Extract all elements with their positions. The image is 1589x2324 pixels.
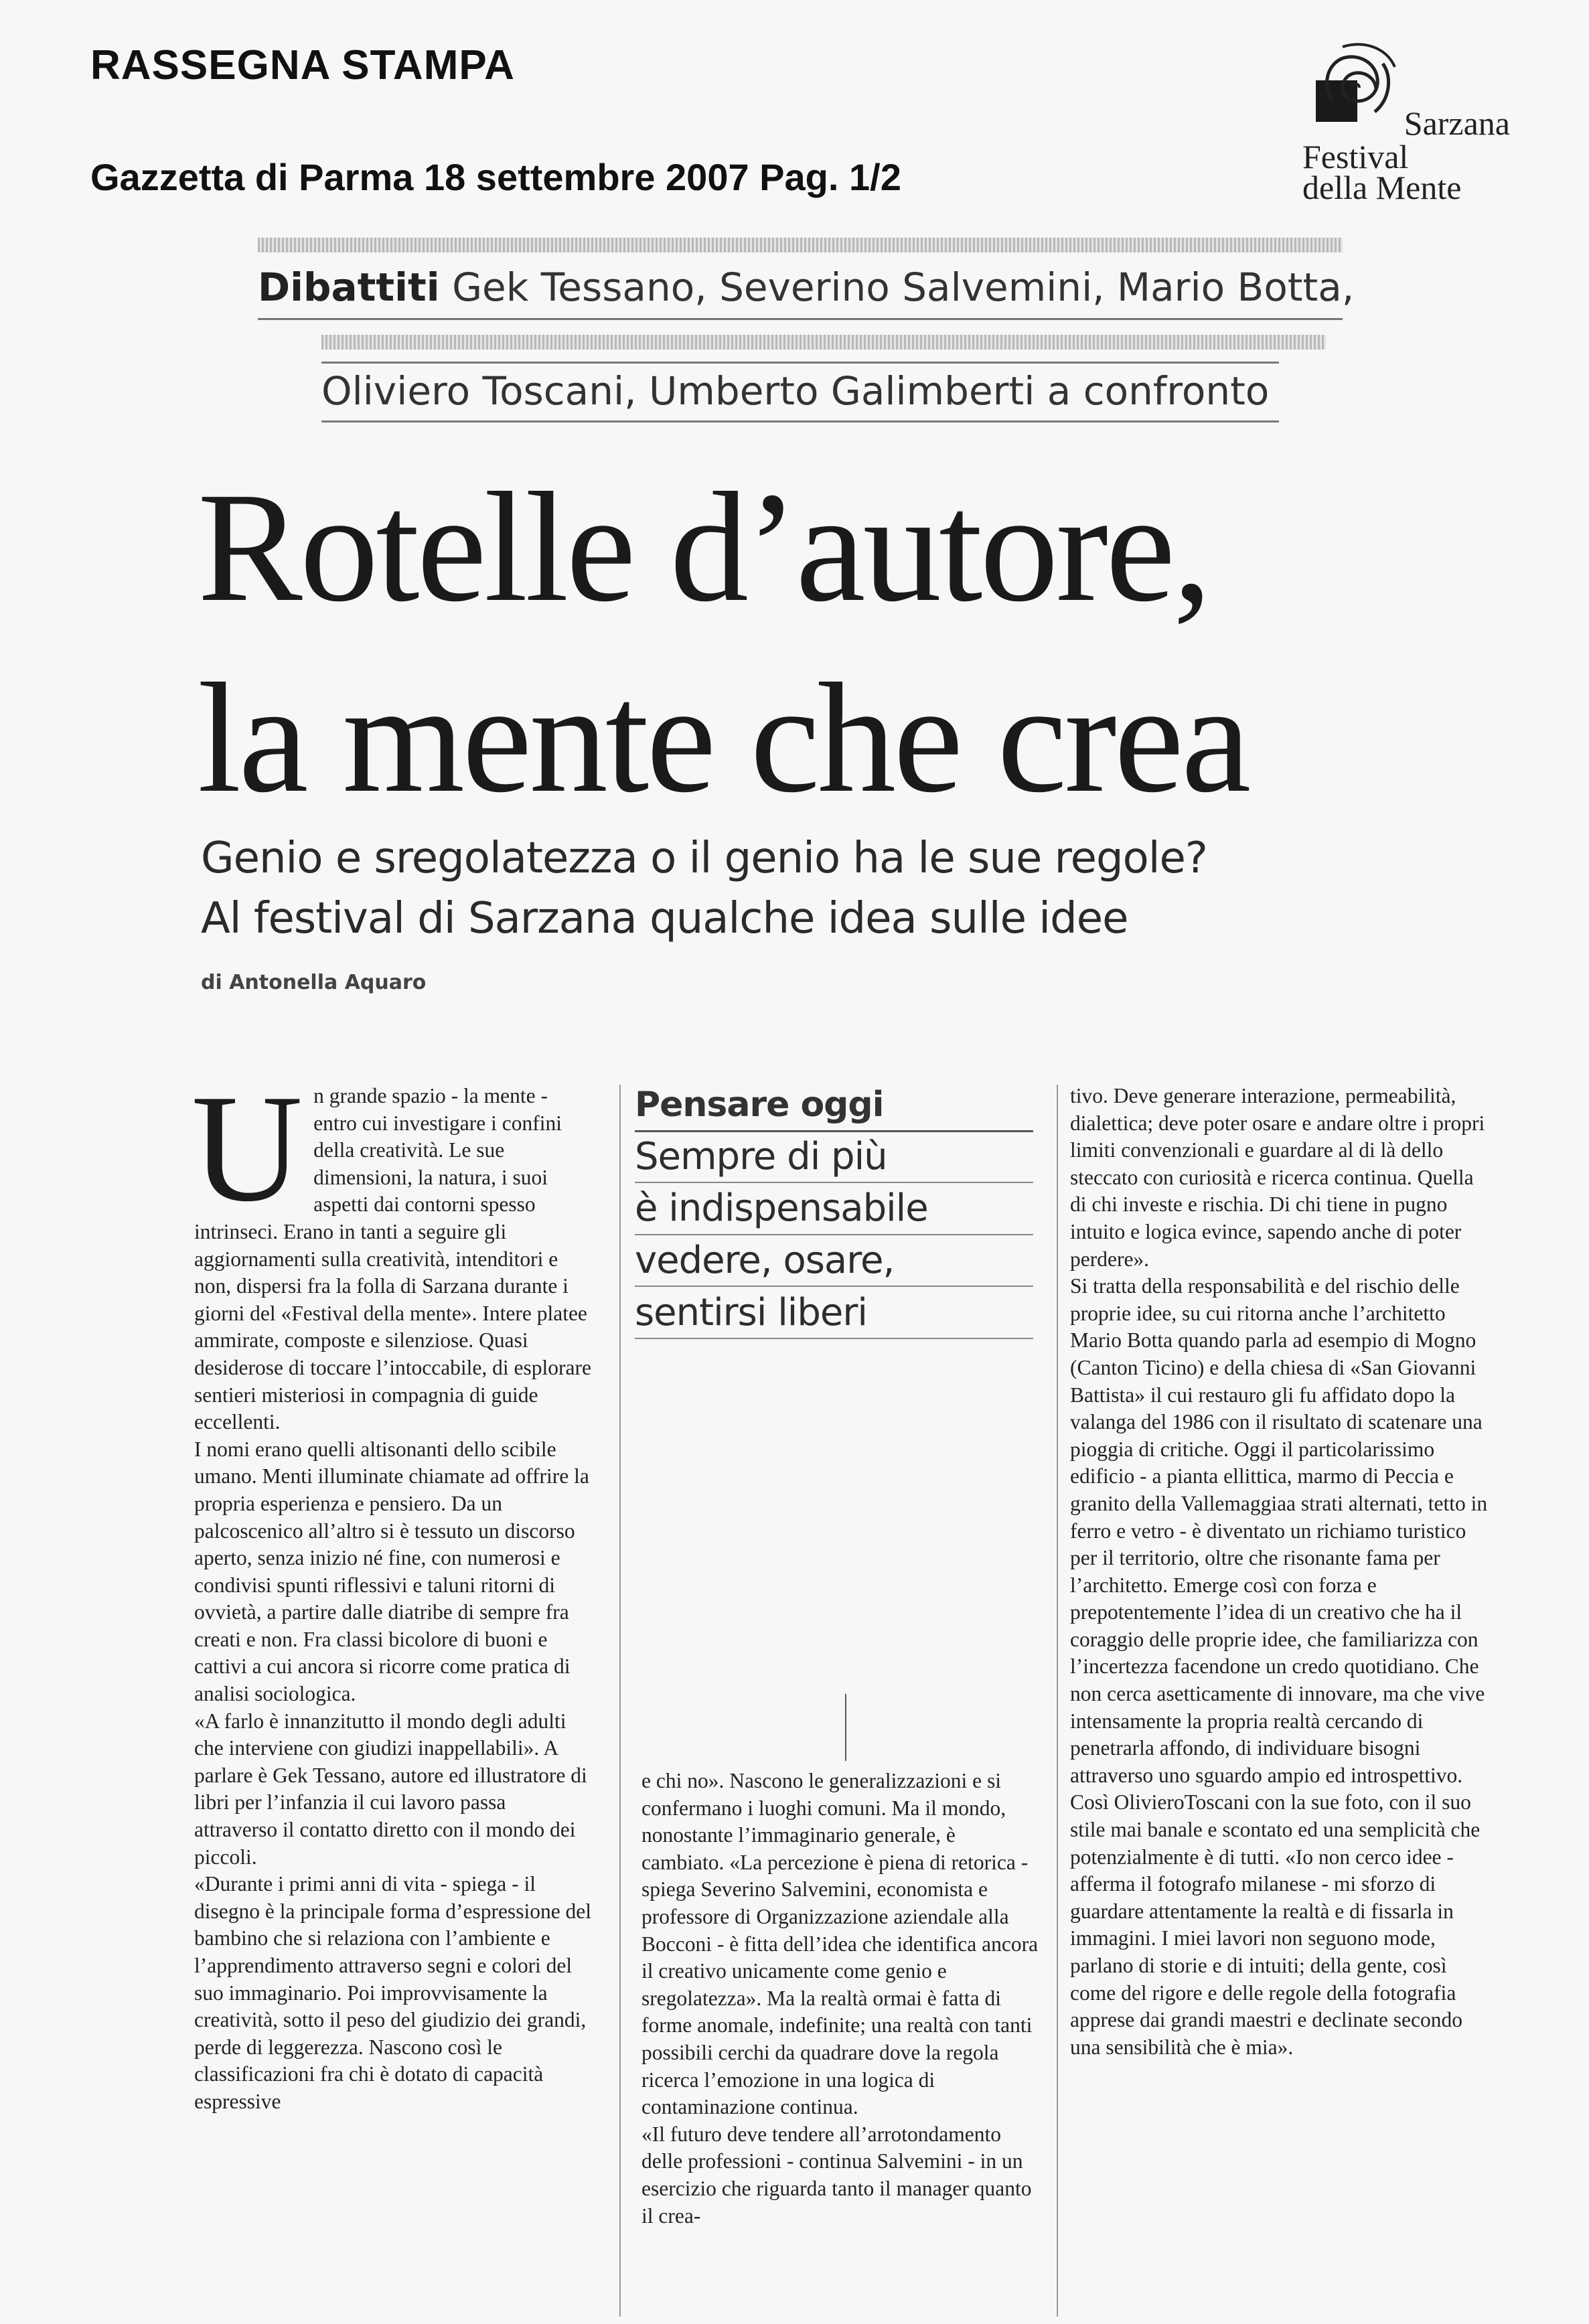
headline-line-2: la mente che crea bbox=[198, 651, 1249, 825]
kicker-line-2: Oliviero Toscani, Umberto Galimberti a confronto bbox=[321, 368, 1270, 414]
divider bbox=[635, 1234, 1033, 1235]
divider bbox=[321, 362, 1279, 364]
article-column-3 bbox=[1070, 1083, 1489, 2061]
kicker-names: Gek Tessano, Severino Salvemini, Mario Botta, bbox=[452, 264, 1355, 310]
logo-text-sarzana: Sarzana bbox=[1404, 104, 1510, 142]
divider bbox=[635, 1182, 1033, 1183]
drop-cap: U bbox=[192, 1063, 303, 1233]
column-divider bbox=[1057, 1085, 1058, 2317]
paragraph: n grande spazio - la mente - entro cui investigare i confini della creatività. Le sue dimensioni, la natura, i suoi aspetti dai contorni spesso intrinseci. Erano in tanti a seguire gli aggiornamenti sulla creatività, intenditori e non, dispersi fra la folla di Sarzana durante i giorni del «Festival della mente». Intere platee ammirate, composte e silenziose. Quasi desiderose di toccare l’intoccabile, di esplorare sentieri misteriosi in compagnia di guide eccellenti. bbox=[194, 1084, 591, 1434]
kicker-label: Dibattiti bbox=[258, 264, 440, 310]
kicker-line-1 bbox=[258, 264, 1354, 310]
sidebar-title: Pensare oggi bbox=[635, 1085, 884, 1125]
source-line: Gazzetta di Parma 18 settembre 2007 Pag. 1/2 bbox=[90, 156, 901, 198]
headline-line-1: Rotelle d’autore, bbox=[198, 460, 1210, 634]
decorative-hatch bbox=[321, 335, 1326, 350]
paragraph: tivo. Deve generare interazione, permeabilità, dialettica; deve poter osare e andare oltre i propri limiti convenzionali e guardare al di là dello steccato con curiosità e ricerca continua. Quella di chi investe e rischia. Di chi tiene in pugno intuito e logica evince, sapendo anche di poter perdere». bbox=[1070, 1084, 1485, 1271]
decorative-hatch bbox=[258, 238, 1343, 252]
sidebar-line: Sempre di più bbox=[635, 1135, 887, 1178]
paragraph: «A farlo è innanzitutto il mondo degli adulti che interviene con giudizi inappellabili». A parlare è Gek Tessano, autore ed illustratore di libri per l’infanzia il cui lavoro passa attraverso il contatto diretto con il mondo dei piccoli. bbox=[194, 1709, 587, 1869]
column-divider bbox=[845, 1694, 846, 1761]
column-divider bbox=[619, 1085, 621, 2317]
divider bbox=[635, 1338, 1033, 1339]
sidebar-line: sentirsi liberi bbox=[635, 1291, 867, 1334]
divider bbox=[321, 420, 1279, 422]
logo-text-mente: della Mente bbox=[1302, 169, 1462, 206]
divider bbox=[635, 1286, 1033, 1287]
sidebar-line: è indispensabile bbox=[635, 1186, 928, 1230]
subhead-line-2: Al festival di Sarzana qualche idea sulle idee bbox=[201, 894, 1128, 943]
divider bbox=[258, 318, 1343, 320]
festival-logo bbox=[1296, 37, 1510, 211]
paragraph: Si tratta della responsabilità e del rischio delle proprie idee, su cui ritorna anche l’architetto Mario Botta quando parla ad esempio di Mogno (Canton Ticino) e della chiesa di «San Giovanni Battista» il cui restauro gli fu affidato dopo la valanga del 1986 con il risultato di scatenare una pioggia di critiche. Oggi il particolarissimo edificio - a pianta ellittica, marmo di Peccia e granito della Vallemaggiaa strati alternati, tetto in ferro e vetro - è diventato un richiamo turistico per il territorio, oltre che risonante fama per l’architetto. Emerge così con forza e prepotentemente l’idea di un creativo che ha il coraggio delle proprie idee, che familiarizza con l’incertezza facendone un credo quotidiano. Che non cerca asetticamente di innovare, ma che vive intensamente la propria realtà cercando di penetrarla affondo, di individuare bisogni attraverso uno sguardo ampio ed introspettivo. Così OlivieroToscani con la sue foto, con il suo stile mai banale e scontato ed una semplicità che potenzialmente è di tutti. «Io non cerco idee - afferma il fotografo milanese - mi sforzo di guardare attentamente la realtà e di fissarla in immagini. I miei lavori non seguono mode, parlano di storie e di intuiti; della gente, così come del rigore e delle regole della fotografia apprese dai grandi maestri e declinate secondo una sensibilità che è mia». bbox=[1070, 1274, 1488, 2059]
divider bbox=[635, 1130, 1033, 1132]
paragraph: e chi no». Nascono le generalizzazioni e si confermano i luoghi comuni. Ma il mondo, nonostante l’immaginario generale, è cambiato. «La percezione è piena di retorica - spiega Severino Salvemini, economista e professore di Organizzazione aziendale alla Bocconi - è fitta dell’idea che identifica ancora il creativo unicamente come genio e sregolatezza». Ma la realtà ormai è fatta di forme anomale, indefinite; una realtà con tanti possibili cerchi da quadrare dove la regola ricerca l’emozione in una logica di contaminazione continua. bbox=[641, 1769, 1039, 2119]
sidebar-line: vedere, osare, bbox=[635, 1239, 895, 1282]
paragraph: I nomi erano quelli altisonanti dello scibile umano. Menti illuminate chiamate ad offrire la propria esperienza e pensiero. Da un palcoscenico all’altro si è tessuto un discorso aperto, senza inizio né fine, con numerosi e condivisi spunti riflessivi e taluni ritorni di ovvietà, a partire dalle diatribe di sempre fra creati e non. Fra classi bicolore di buoni e cattivi a cui ancora si ricorre come pratica di analisi sociologica. bbox=[194, 1437, 589, 1706]
subhead-line-1: Genio e sregolatezza o il genio ha le sue regole? bbox=[201, 834, 1207, 883]
paragraph: «Il futuro deve tendere all’arrotondamento delle professioni - continua Salvemini - in un esercizio che riguarda tanto il manager quanto il crea- bbox=[641, 2122, 1032, 2228]
logo-text-festival: Festival bbox=[1302, 138, 1409, 175]
article-column-1 bbox=[192, 1063, 593, 2116]
article-column-2 bbox=[641, 1768, 1043, 2230]
spiral-logo-icon bbox=[1302, 37, 1410, 151]
byline: di Antonella Aquaro bbox=[201, 971, 427, 994]
paragraph: «Durante i primi anni di vita - spiega - il disegno è la principale forma d’espressione del bambino che si relaziona con l’ambiente e l’apprendimento attraverso segni e colori del suo immaginario. Poi improvvisamente la creatività, sotto il peso del giudizio dei grandi, perde di leggerezza. Nascono così le classificazioni fra chi è dotato di capacità espressive bbox=[194, 1872, 592, 2113]
press-review-label: RASSEGNA STAMPA bbox=[90, 42, 515, 88]
